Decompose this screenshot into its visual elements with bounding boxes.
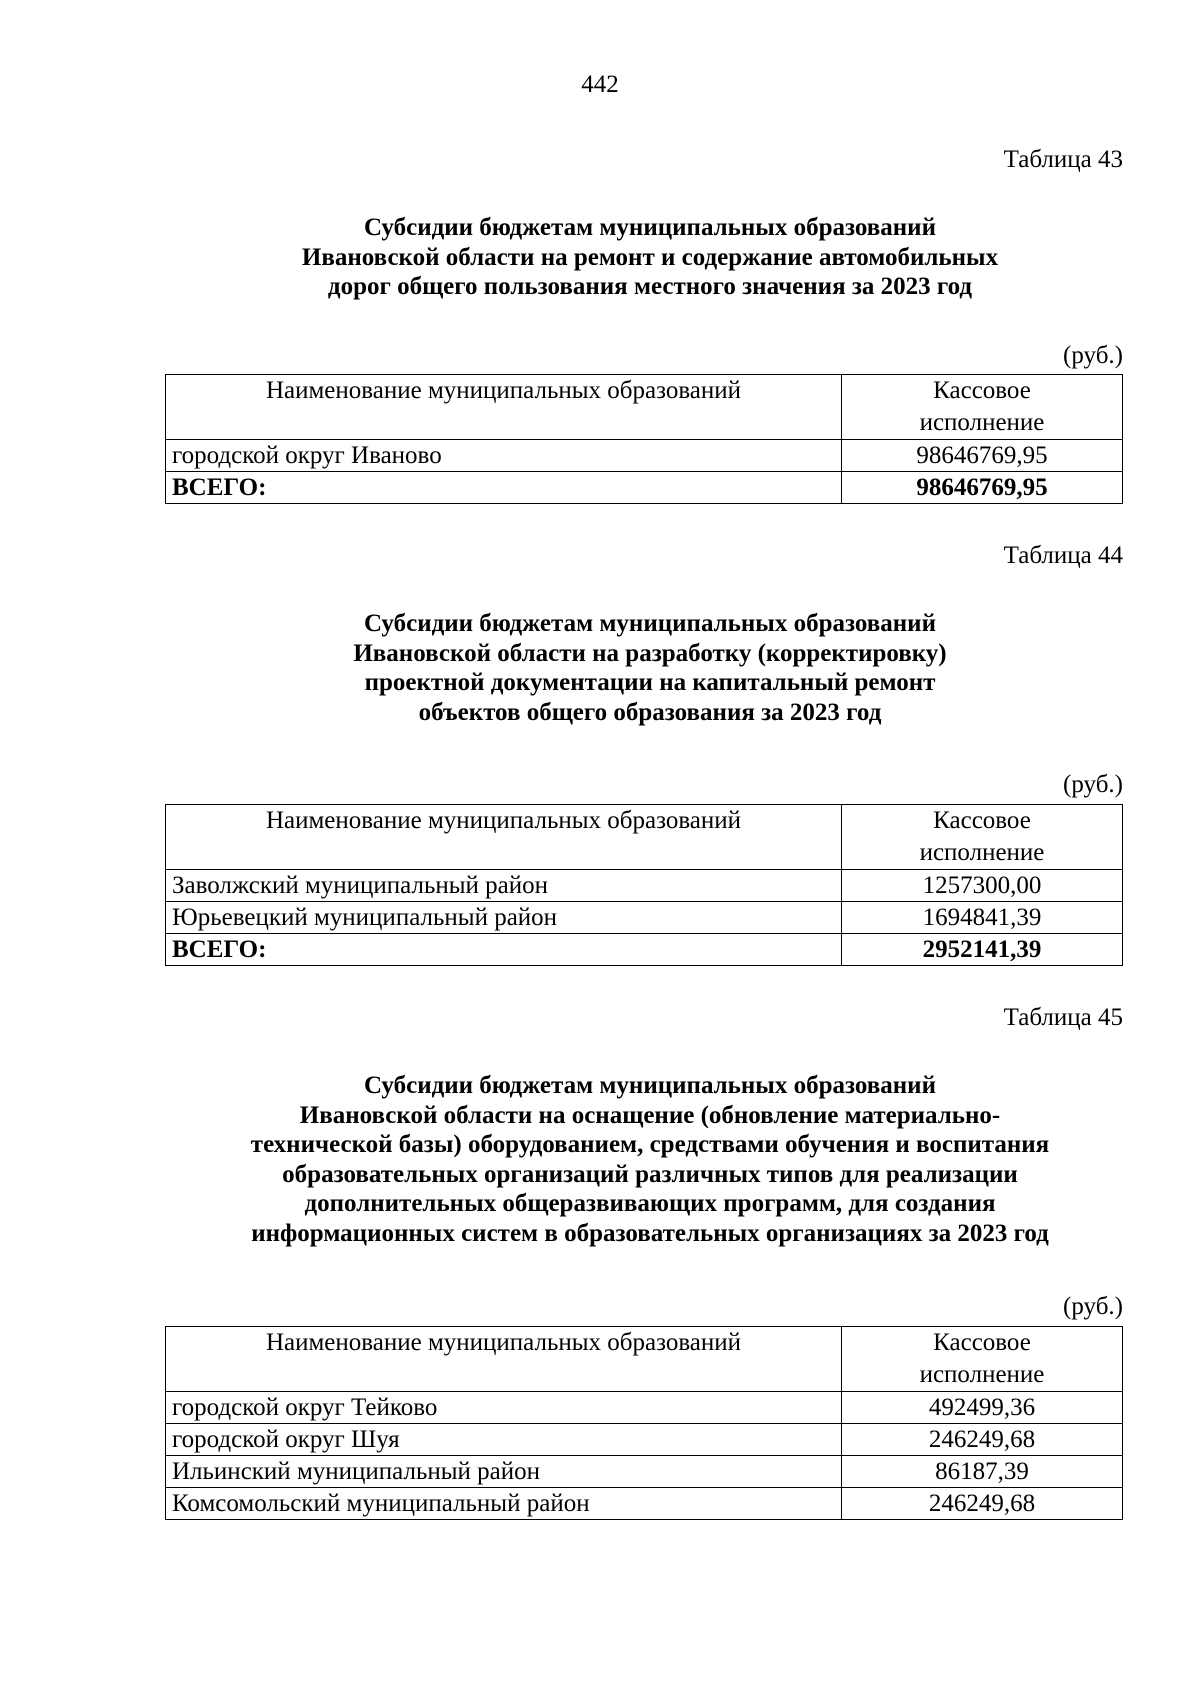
title-line: технической базы) оборудованием, средствами обучения и воспитания xyxy=(250,1131,1050,1158)
table-45-unit: (руб.) xyxy=(1063,1293,1123,1320)
table-header-row xyxy=(166,1327,1123,1392)
header-amount-line2: исполнение xyxy=(919,409,1045,436)
table-44 xyxy=(165,804,1123,966)
row-value: 1694841,39 xyxy=(842,902,1123,934)
row-value: 492499,36 xyxy=(842,1392,1123,1424)
row-value: 1257300,00 xyxy=(842,870,1123,902)
header-amount xyxy=(842,375,1123,440)
header-name: Наименование муниципальных образований xyxy=(166,375,842,440)
table-45 xyxy=(165,1326,1123,1520)
table-row xyxy=(166,1456,1123,1488)
table-row xyxy=(166,1424,1123,1456)
total-value: 2952141,39 xyxy=(842,934,1123,966)
table-45-label: Таблица 45 xyxy=(1003,1004,1123,1031)
header-amount-line2: исполнение xyxy=(919,839,1045,866)
total-label: ВСЕГО: xyxy=(166,472,842,504)
title-line: проектной документации на капитальный ремонт xyxy=(364,669,936,696)
page-number: 442 xyxy=(581,71,619,98)
table-row xyxy=(166,440,1123,472)
header-amount-line2: исполнение xyxy=(919,1361,1045,1388)
title-line: Ивановской области на разработку (корректировку) xyxy=(353,639,947,667)
table-row xyxy=(166,870,1123,902)
row-name: Юрьевецкий муниципальный район xyxy=(166,902,842,934)
title-line: дополнительных общеразвивающих программ, для создания xyxy=(304,1190,996,1217)
title-line: объектов общего образования за 2023 год xyxy=(418,698,882,726)
title-line: Ивановской области на оснащение (обновление материально- xyxy=(299,1101,1001,1129)
table-row xyxy=(166,1488,1123,1520)
table-45-title xyxy=(100,1071,1200,1248)
total-label: ВСЕГО: xyxy=(166,934,842,966)
row-name: Заволжский муниципальный район xyxy=(166,870,842,902)
row-name: Комсомольский муниципальный район xyxy=(166,1488,842,1520)
total-row xyxy=(166,472,1123,504)
table-43 xyxy=(165,374,1123,504)
row-name: городской округ Тейково xyxy=(166,1392,842,1424)
total-row xyxy=(166,934,1123,966)
title-line: Субсидии бюджетам муниципальных образований xyxy=(364,610,936,637)
title-line: дорог общего пользования местного значения за 2023 год xyxy=(327,273,973,300)
row-name: городской округ Иваново xyxy=(166,440,842,472)
title-line: Субсидии бюджетам муниципальных образований xyxy=(364,1072,936,1099)
table-header-row xyxy=(166,805,1123,870)
total-value: 98646769,95 xyxy=(842,472,1123,504)
row-value: 98646769,95 xyxy=(842,440,1123,472)
row-name: городской округ Шуя xyxy=(166,1424,842,1456)
header-name: Наименование муниципальных образований xyxy=(166,1327,842,1392)
table-44-unit: (руб.) xyxy=(1063,771,1123,798)
row-value: 246249,68 xyxy=(842,1488,1123,1520)
title-line: Субсидии бюджетам муниципальных образований xyxy=(364,214,936,241)
table-43-unit: (руб.) xyxy=(1063,342,1123,369)
header-amount-line1: Кассовое xyxy=(933,807,1031,834)
header-amount xyxy=(842,1327,1123,1392)
table-row xyxy=(166,902,1123,934)
title-line: образовательных организаций различных типов для реализации xyxy=(282,1160,1018,1188)
header-amount-line1: Кассовое xyxy=(933,377,1031,404)
header-amount-line1: Кассовое xyxy=(933,1329,1031,1356)
title-line: Ивановской области на ремонт и содержание автомобильных xyxy=(301,243,999,271)
table-43-title xyxy=(100,213,1200,302)
row-value: 246249,68 xyxy=(842,1424,1123,1456)
table-header-row xyxy=(166,375,1123,440)
title-line: информационных систем в образовательных организациях за 2023 год xyxy=(251,1219,1049,1247)
table-43-label: Таблица 43 xyxy=(1003,146,1123,173)
table-44-title xyxy=(100,609,1200,727)
table-row xyxy=(166,1392,1123,1424)
header-amount xyxy=(842,805,1123,870)
row-value: 86187,39 xyxy=(842,1456,1123,1488)
header-name: Наименование муниципальных образований xyxy=(166,805,842,870)
row-name: Ильинский муниципальный район xyxy=(166,1456,842,1488)
table-44-label: Таблица 44 xyxy=(1003,542,1123,569)
